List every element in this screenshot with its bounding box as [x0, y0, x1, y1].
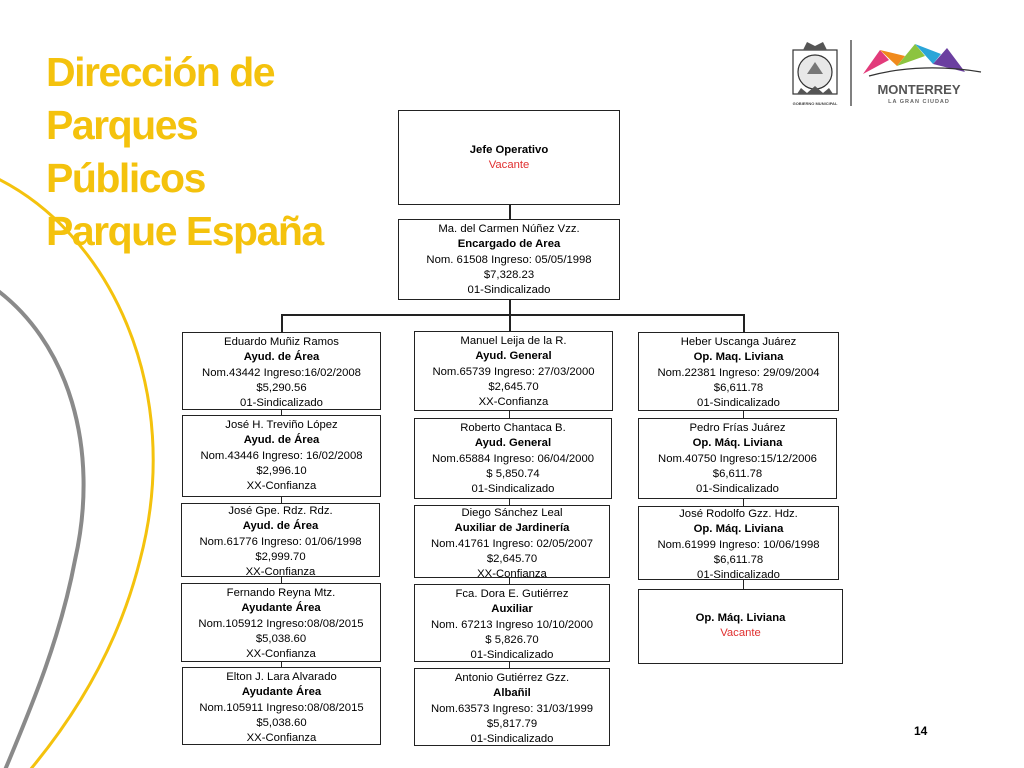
employee-name: Roberto Chantaca B.	[460, 422, 566, 434]
vacant-position-box	[638, 589, 843, 664]
employee-box	[638, 418, 837, 499]
title-line-1: Dirección de	[46, 49, 275, 95]
page-number: 14	[914, 724, 928, 738]
employee-salary: $ 5,850.74	[486, 467, 540, 480]
employee-name: Diego Sánchez Leal	[461, 507, 563, 519]
employee-box	[414, 584, 610, 662]
employee-name: José Gpe. Rdz. Rdz.	[228, 505, 333, 517]
encargado-box	[398, 219, 620, 300]
employee-salary: $5,290.56	[256, 381, 307, 394]
seal-caption: GOBIERNO MUNICIPAL	[792, 101, 838, 106]
employee-box	[414, 505, 610, 578]
employee-role: Ayud. de Área	[243, 434, 320, 447]
employee-salary: $5,038.60	[255, 632, 307, 645]
employee-salary: $2,999.70	[255, 550, 306, 563]
yellow-arc	[0, 175, 153, 768]
employee-box	[414, 418, 612, 499]
employee-role: Op. Maq. Liviana	[693, 351, 784, 364]
connector-col1-drop	[281, 314, 283, 333]
page-title	[46, 46, 323, 258]
employee-type: 01-Sindicalizado	[696, 483, 779, 496]
employee-box	[182, 415, 381, 497]
brand-tagline: LA GRAN CIUDAD	[888, 99, 950, 105]
employee-nom: Nom.61999 Ingreso: 10/06/1998	[657, 538, 820, 551]
employee-salary: $7,328.23	[483, 268, 535, 281]
employee-nom: Nom.40750 Ingreso:15/12/2006	[658, 452, 817, 465]
title-line-2: Parques	[46, 102, 198, 148]
employee-nom: Nom. 67213 Ingreso 10/10/2000	[430, 618, 594, 631]
employee-role: Albañil	[493, 687, 531, 700]
employee-type: 01-Sindicalizado	[471, 483, 555, 496]
monterrey-logos	[785, 36, 985, 112]
employee-role: Ayud. de Área	[242, 520, 319, 533]
gray-arc	[0, 285, 84, 768]
employee-type: XX-Confianza	[246, 480, 317, 493]
employee-type: XX-Confianza	[478, 396, 549, 409]
employee-salary: $6,611.78	[712, 467, 763, 480]
connector-col2-drop	[509, 314, 511, 332]
employee-nom: Nom.22381 Ingreso: 29/09/2004	[657, 366, 820, 379]
connector-col3-drop	[743, 314, 745, 333]
employee-salary: $ 5,826.70	[485, 633, 539, 646]
employee-type: 01-Sindicalizado	[240, 397, 323, 410]
employee-box	[181, 583, 381, 662]
employee-type: 01-Sindicalizado	[467, 284, 551, 297]
employee-salary: $6,611.78	[713, 553, 764, 566]
employee-name: Fernando Reyna Mtz.	[226, 587, 336, 599]
employee-role: Ayudante Área	[241, 686, 322, 699]
employee-name: Elton J. Lara Alvarado	[226, 671, 337, 683]
employee-role: Auxiliar	[491, 603, 533, 616]
title-line-4: Parque España	[46, 208, 323, 254]
employee-type: XX-Confianza	[246, 732, 317, 745]
employee-type: 01-Sindicalizado	[470, 649, 554, 662]
employee-nom: Nom.105912 Ingreso:08/08/2015	[198, 617, 364, 630]
employee-nom: Nom.63573 Ingreso: 31/03/1999	[430, 702, 594, 715]
employee-salary: $2,645.70	[486, 552, 538, 565]
employee-salary: $2,996.10	[256, 464, 307, 477]
connector-horizontal-bus	[281, 314, 745, 316]
employee-role: Auxiliar de Jardinería	[454, 522, 570, 535]
employee-type: XX-Confianza	[477, 568, 547, 578]
employee-type: XX-Confianza	[246, 648, 316, 661]
employee-box	[414, 331, 613, 411]
employee-salary: $5,038.60	[256, 716, 307, 729]
employee-box	[182, 667, 381, 745]
employee-nom: Nom.61776 Ingreso: 01/06/1998	[199, 535, 362, 548]
jefe-status: Vacante	[488, 159, 530, 172]
employee-box	[414, 668, 610, 746]
employee-role: Op. Máq. Liviana	[693, 523, 784, 536]
employee-role: Op. Máq. Liviana	[692, 437, 783, 450]
employee-name: Ma. del Carmen Núñez Vzz.	[438, 223, 580, 235]
municipal-seal-icon	[793, 42, 837, 94]
employee-salary: $6,611.78	[713, 381, 764, 394]
employee-name: José Rodolfo Gzz. Hdz.	[679, 508, 798, 520]
employee-role: Encargado de Area	[457, 238, 561, 251]
employee-box	[638, 506, 839, 580]
employee-nom: Nom. 61508 Ingreso: 05/05/1998	[426, 253, 592, 266]
brand-name: MONTERREY	[877, 82, 961, 97]
employee-nom: Nom.41761 Ingreso: 02/05/2007	[430, 537, 594, 550]
employee-name: Eduardo Muñiz Ramos	[224, 336, 339, 348]
vacant-role: Op. Máq. Liviana	[695, 612, 786, 624]
employee-box	[181, 503, 380, 577]
employee-nom: Nom.65739 Ingreso: 27/03/2000	[432, 365, 595, 378]
employee-name: José H. Treviño López	[225, 419, 338, 431]
employee-salary: $2,645.70	[488, 380, 539, 393]
employee-name: Manuel Leija de la R.	[460, 335, 567, 347]
employee-name: Fca. Dora E. Gutiérrez	[455, 588, 569, 600]
monterrey-mountains-icon	[863, 44, 981, 76]
employee-nom: Nom.43442 Ingreso:16/02/2008	[202, 366, 361, 379]
employee-nom: Nom.65884 Ingreso: 06/04/2000	[431, 452, 595, 465]
employee-box	[182, 332, 381, 410]
employee-role: Ayud. General	[475, 350, 552, 363]
jefe-operativo-box	[398, 110, 620, 205]
jefe-role: Jefe Operativo	[469, 144, 549, 156]
employee-name: Antonio Gutiérrez Gzz.	[454, 672, 570, 684]
employee-role: Ayud. de Área	[243, 351, 320, 364]
connector-encargado-bus	[509, 298, 511, 315]
employee-role: Ayud. General	[474, 437, 552, 450]
vacant-status: Vacante	[720, 627, 761, 640]
employee-salary: $5,817.79	[486, 717, 538, 730]
employee-name: Pedro Frías Juárez	[689, 422, 786, 434]
employee-name: Heber Uscanga Juárez	[680, 336, 797, 348]
employee-box	[638, 332, 839, 411]
employee-nom: Nom.105911 Ingreso:08/08/2015	[199, 701, 364, 714]
title-line-3: Públicos	[46, 155, 205, 201]
employee-type: 01-Sindicalizado	[697, 569, 780, 580]
employee-nom: Nom.43446 Ingreso: 16/02/2008	[200, 449, 363, 462]
employee-type: 01-Sindicalizado	[470, 733, 554, 746]
employee-type: 01-Sindicalizado	[697, 397, 780, 410]
employee-type: XX-Confianza	[245, 566, 316, 577]
employee-role: Ayudante Área	[241, 602, 321, 615]
connector-jefe-encargado	[509, 204, 511, 220]
